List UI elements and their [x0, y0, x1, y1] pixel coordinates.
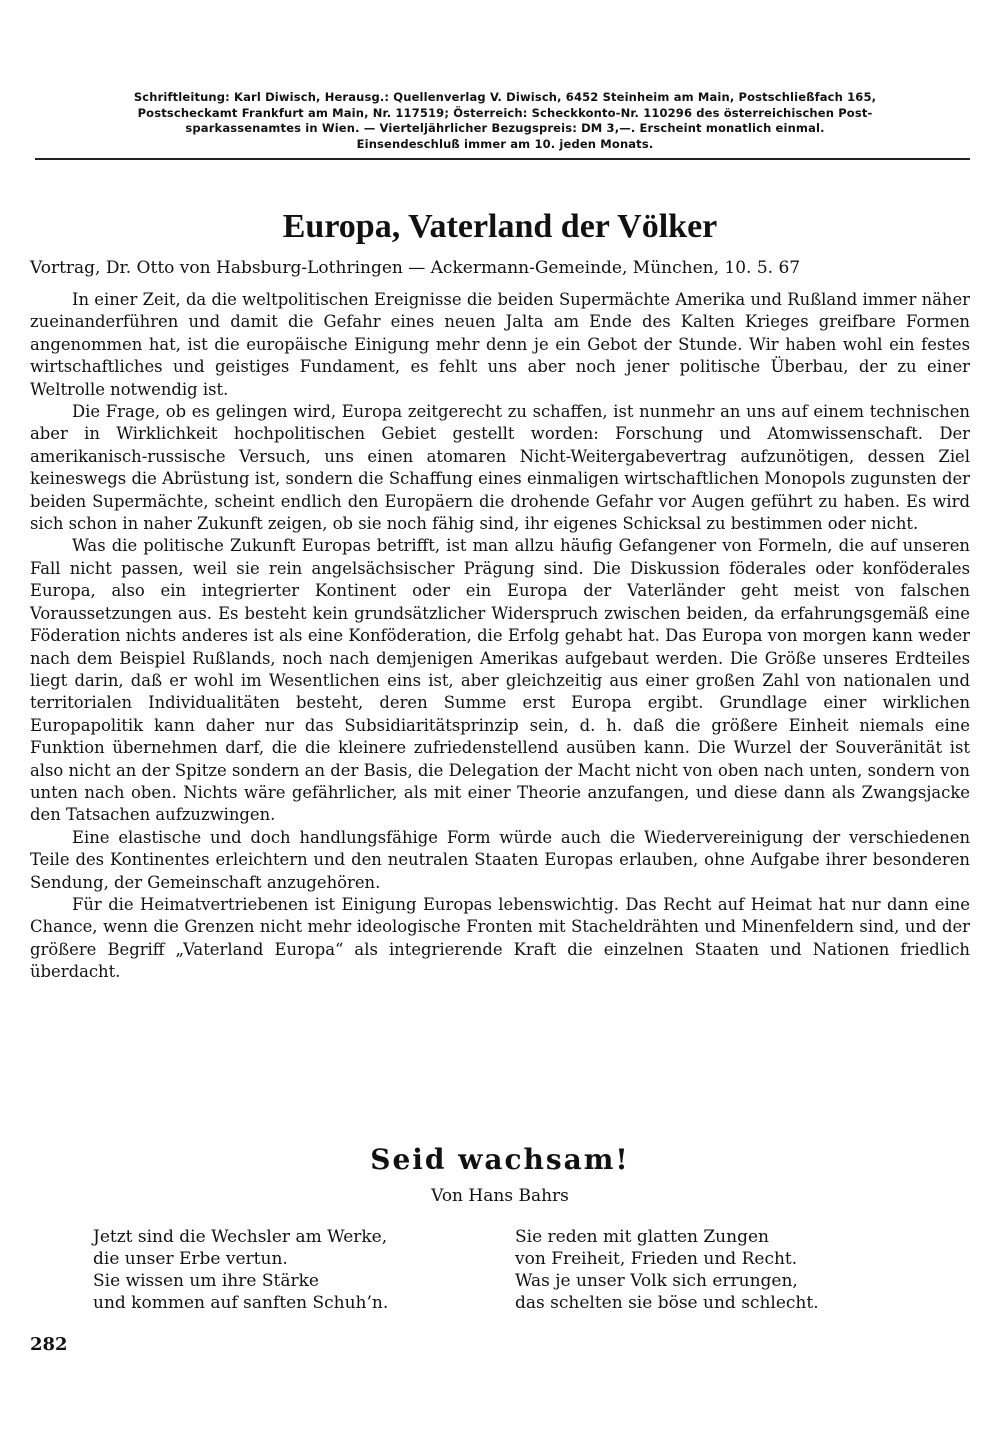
- poem-line: die unser Erbe vertun.: [93, 1249, 288, 1269]
- article-paragraph: Eine elastische und doch handlungsfähige Form würde auch die Wiedervereinigung der verschiedenen Teile des Kontinentes erleichtern und den neutralen Staaten Europas erlauben, ohne Aufgabe ihrer besonderen Sendung, der Gemeinschaft anzugehören.: [30, 827, 970, 892]
- header-divider: [35, 158, 970, 160]
- article-subtitle: [30, 256, 970, 280]
- masthead-line: Einsendeschluß immer am 10. jeden Monats.: [356, 136, 654, 151]
- poem-line: Was je unser Volk sich errungen,: [515, 1271, 798, 1291]
- poem-line: Jetzt sind die Wechsler am Werke,: [93, 1227, 388, 1247]
- poem-line: von Freiheit, Frieden und Recht.: [515, 1249, 798, 1269]
- poem-line: Sie wissen um ihre Stärke: [93, 1271, 319, 1291]
- article-byline: Vortrag, Dr. Otto von Habsburg-Lothringen — Ackermann-Gemeinde, München, 10. 5. 67: [30, 258, 801, 278]
- article-paragraph: Für die Heimatvertriebenen ist Einigung Europas lebenswichtig. Das Recht auf Heimat hat nur dann eine Chance, wenn die Grenzen nicht mehr ideologische Fronten mit Stacheldrähten und Minenfeldern sind, und der größere Begriff „Vaterland Europa“ als integrierende Kraft die einzelnen Staaten und Nationen friedlich überdacht.: [30, 894, 970, 982]
- poem-line: das schelten sie böse und schlecht.: [515, 1293, 819, 1313]
- masthead-line: sparkassenamtes in Wien. — Vierteljährlicher Bezugspreis: DM 3,—. Erscheint monatlich einmal.: [185, 121, 825, 135]
- masthead-line: Postscheckamt Frankfurt am Main, Nr. 117519; Österreich: Scheckkonto-Nr. 110296 des österreichischen Post-: [137, 105, 873, 120]
- masthead-line: Schriftleitung: Karl Diwisch, Herausg.: Quellenverlag V. Diwisch, 6452 Steinheim am Main, Postschließfach 165,: [133, 90, 877, 104]
- poem-stanza-left: [93, 1226, 388, 1314]
- article-title: Europa, Vaterland der Völker: [282, 208, 718, 245]
- article-paragraph: In einer Zeit, da die weltpolitischen Ereignisse die beiden Supermächte Amerika und Rußland immer näher zueinanderführen und damit die Gefahr eines neuen Jalta am Ende des Kalten Krieges greifbare Formen angenommen hat, ist die europäische Einigung mehr denn je ein Gebot der Stunde. Wir haben wohl ein festes wirtschaftliches und geistiges Fundament, es fehlt uns aber noch jener politische Überbau, der zu einer Weltrolle notwendig ist.: [30, 290, 970, 399]
- poem-author: Von Hans Bahrs: [431, 1186, 569, 1206]
- poem-line: und kommen auf sanften Schuh’n.: [93, 1293, 389, 1313]
- poem-stanza-right: [515, 1226, 819, 1314]
- poem-line: Sie reden mit glatten Zungen: [515, 1227, 769, 1247]
- article-paragraph: Die Frage, ob es gelingen wird, Europa zeitgerecht zu schaffen, ist nunmehr an uns auf einem technischen aber in Wirklichkeit hochpolitischen Gebiet gestellt worden: Forschung und Atomwissenschaft. Der amerikanisch-russische Versuch, uns einen atomaren Nicht-Weitergabevertrag aufzunötigen, dessen Ziel keineswegs die Abrüstung ist, sondern die Schaffung eines einmaligen wirtschaftlichen Monopols zugunsten der beiden Supermächte, scheint endlich den Europäern die drohende Gefahr vor Augen geführt zu haben. Es wird sich schon in naher Zukunft zeigen, ob sie noch fähig sind, ihr eigenes Schicksal zu bestimmen oder nicht.: [30, 402, 970, 534]
- page-number: 282: [30, 1334, 68, 1355]
- masthead: [40, 90, 970, 152]
- article-body: [30, 289, 970, 984]
- poem-title: Seid wachsam!: [370, 1143, 630, 1176]
- article-paragraph: Was die politische Zukunft Europas betrifft, ist man allzu häufig Gefangener von Formeln, die auf unseren Fall nicht passen, weil sie rein angelsächsischer Prägung sind. Die Diskussion föderales oder konföderales Europa, also ein integrierter Kontinent oder ein Europa der Vaterländer geht meist von falschen Voraussetzungen aus. Es besteht kein grundsätzlicher Widerspruch zwischen beiden, da erfahrungsgemäß eine Föderation nichts anderes ist als eine Konföderation, die Erfolg gehabt hat. Das Europa von morgen kann weder nach dem Beispiel Rußlands, noch nach demjenigen Amerikas aufgebaut werden. Die Größe unseres Erdteiles liegt darin, daß er wohl im Wesentlichen eins ist, aber gleichzeitig aus einer großen Zahl von nationalen und territorialen Individualitäten besteht, deren Summe erst Europa ergibt. Grundlage einer wirklichen Europapolitik kann daher nur das Subsidiaritätsprinzip sein, d. h. daß die größere Einheit niemals eine Funktion übernehmen darf, die die kleinere zufriedenstellend ausüben kann. Die Wurzel der Souveränität ist also nicht an der Spitze sondern an der Basis, die Delegation der Macht nicht von oben nach unten, sondern von unten nach oben. Nichts wäre gefährlicher, als mit einer Theorie anzufangen, und diese dann als Zwangsjacke den Tatsachen aufzuzwingen.: [30, 536, 970, 825]
